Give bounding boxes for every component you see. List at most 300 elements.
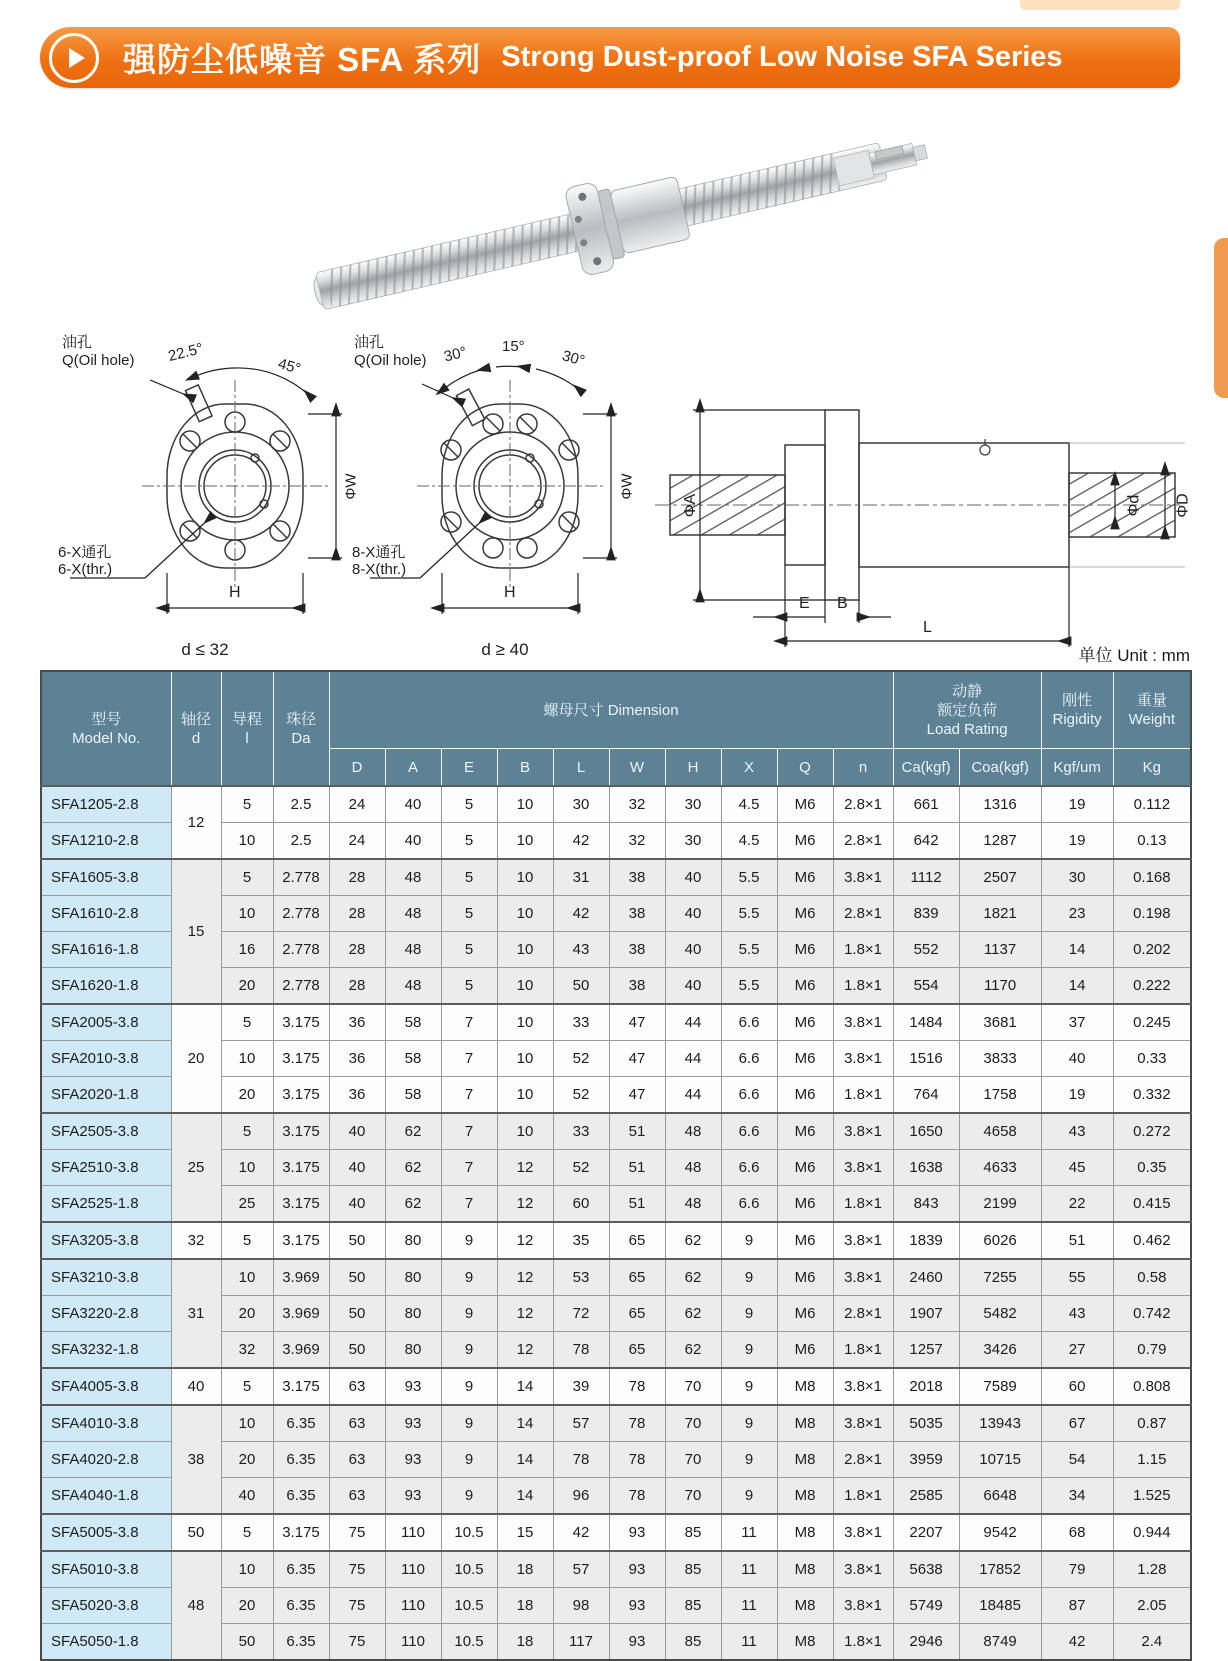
dimension-cell: 9 — [721, 1259, 777, 1296]
coa-load-cell: 4658 — [959, 1113, 1041, 1150]
dimension-cell: 3.8×1 — [833, 1588, 893, 1624]
dimension-cell: M6 — [777, 1186, 833, 1223]
dimension-cell: 2.8×1 — [833, 1296, 893, 1332]
ca-load-cell: 2946 — [893, 1624, 959, 1661]
dimension-cell: M8 — [777, 1405, 833, 1442]
shaft-diameter-cell: 40 — [171, 1368, 221, 1405]
phi-w-label: ΦW — [618, 473, 636, 500]
weight-cell: 0.462 — [1113, 1222, 1191, 1259]
phi-a-label: ΦA — [682, 493, 700, 518]
dimension-cell: 62 — [665, 1222, 721, 1259]
ball-diameter-cell: 2.778 — [273, 932, 329, 968]
lead-cell: 10 — [221, 1405, 273, 1442]
phi-d-big-label: ΦD — [1174, 493, 1192, 518]
model-cell: SFA2005-3.8 — [41, 1004, 171, 1041]
weight-cell: 0.79 — [1113, 1332, 1191, 1369]
page-title-en: Strong Dust-proof Low Noise SFA Series — [501, 41, 1063, 73]
dimension-cell: 80 — [385, 1222, 441, 1259]
table-row — [41, 859, 1191, 896]
dimension-cell: M6 — [777, 1259, 833, 1296]
ball-diameter-cell: 6.35 — [273, 1588, 329, 1624]
dimension-cell: 1.8×1 — [833, 968, 893, 1005]
dimension-cell: 48 — [385, 896, 441, 932]
l-dimension-label: L — [923, 619, 932, 636]
dimension-cell: 47 — [609, 1004, 665, 1041]
table-row — [41, 1259, 1191, 1296]
dimension-cell: 3.8×1 — [833, 859, 893, 896]
ca-load-cell: 661 — [893, 786, 959, 823]
dimension-cell: 9 — [721, 1332, 777, 1369]
lead-cell: 20 — [221, 1077, 273, 1114]
col-header-weight: 重量 Weight — [1113, 671, 1191, 749]
ca-load-cell: 5638 — [893, 1551, 959, 1588]
dimension-cell: M6 — [777, 859, 833, 896]
model-cell: SFA2020-1.8 — [41, 1077, 171, 1114]
coa-load-cell: 7255 — [959, 1259, 1041, 1296]
sub-header-E: E — [441, 749, 497, 787]
rigidity-cell: 55 — [1041, 1259, 1113, 1296]
dimension-cell: 10 — [497, 968, 553, 1005]
dimension-cell: 18 — [497, 1588, 553, 1624]
shaft-diameter-cell: 12 — [171, 786, 221, 859]
dimension-cell: 5 — [441, 786, 497, 823]
coa-load-cell: 4633 — [959, 1150, 1041, 1186]
dimension-cell: M8 — [777, 1588, 833, 1624]
ball-diameter-cell: 3.969 — [273, 1332, 329, 1369]
dimension-cell: 57 — [553, 1405, 609, 1442]
ball-diameter-cell: 3.175 — [273, 1186, 329, 1223]
dimension-cell: M6 — [777, 1150, 833, 1186]
dimension-cell: M6 — [777, 1004, 833, 1041]
lead-cell: 5 — [221, 1004, 273, 1041]
sub-header-X: X — [721, 749, 777, 787]
dimension-cell: 75 — [329, 1514, 385, 1551]
ball-diameter-cell: 6.35 — [273, 1478, 329, 1515]
model-cell: SFA2505-3.8 — [41, 1113, 171, 1150]
dimension-cell: 58 — [385, 1004, 441, 1041]
coa-load-cell: 18485 — [959, 1588, 1041, 1624]
ball-diameter-cell: 2.5 — [273, 823, 329, 860]
sub-header-H: H — [665, 749, 721, 787]
dimension-cell: M6 — [777, 1222, 833, 1259]
coa-load-cell: 6648 — [959, 1478, 1041, 1515]
weight-cell: 0.35 — [1113, 1150, 1191, 1186]
oil-hole-label-zh: 油孔 — [62, 334, 93, 351]
model-cell: SFA3210-3.8 — [41, 1259, 171, 1296]
dimension-cell: 38 — [609, 859, 665, 896]
table-row — [41, 1222, 1191, 1259]
dimension-cell: 53 — [553, 1259, 609, 1296]
weight-cell: 1.525 — [1113, 1478, 1191, 1515]
dimension-cell: 3.8×1 — [833, 1514, 893, 1551]
coa-load-cell: 1137 — [959, 932, 1041, 968]
dimension-cell: 1.8×1 — [833, 1624, 893, 1661]
ca-load-cell: 5035 — [893, 1405, 959, 1442]
dimension-cell: 50 — [329, 1222, 385, 1259]
ca-load-cell: 1516 — [893, 1041, 959, 1077]
lead-cell: 40 — [221, 1478, 273, 1515]
dimension-cell: 40 — [329, 1113, 385, 1150]
weight-cell: 0.222 — [1113, 968, 1191, 1005]
dimension-cell: 96 — [553, 1478, 609, 1515]
table-row — [41, 1514, 1191, 1551]
dimension-cell: 9 — [441, 1222, 497, 1259]
shaft-diameter-cell: 25 — [171, 1113, 221, 1222]
dimension-cell: 70 — [665, 1478, 721, 1515]
dimension-cell: M6 — [777, 1296, 833, 1332]
dimension-cell: M6 — [777, 1077, 833, 1114]
dimension-cell: 1.8×1 — [833, 1077, 893, 1114]
dimension-cell: 75 — [329, 1551, 385, 1588]
rigidity-cell: 30 — [1041, 859, 1113, 896]
dimension-cell: 65 — [609, 1332, 665, 1369]
dimension-cell: 2.8×1 — [833, 786, 893, 823]
ca-load-cell: 2585 — [893, 1478, 959, 1515]
dimension-cell: 38 — [609, 932, 665, 968]
dimension-cell: 2.8×1 — [833, 823, 893, 860]
shaft-diameter-cell: 20 — [171, 1004, 221, 1113]
rigidity-cell: 23 — [1041, 896, 1113, 932]
dimension-cell: 47 — [609, 1041, 665, 1077]
dimension-cell: 24 — [329, 823, 385, 860]
ball-diameter-cell: 6.35 — [273, 1624, 329, 1661]
dimension-cell: 3.8×1 — [833, 1222, 893, 1259]
dimension-cell: 5 — [441, 823, 497, 860]
ball-diameter-cell: 3.969 — [273, 1259, 329, 1296]
model-cell: SFA4020-2.8 — [41, 1442, 171, 1478]
ca-load-cell: 1112 — [893, 859, 959, 896]
dimension-cell: 11 — [721, 1624, 777, 1661]
ca-load-cell: 3959 — [893, 1442, 959, 1478]
ball-diameter-cell: 2.778 — [273, 859, 329, 896]
table-row — [41, 1368, 1191, 1405]
sub-header-B: B — [497, 749, 553, 787]
ca-load-cell: 843 — [893, 1186, 959, 1223]
dimension-cell: 2.8×1 — [833, 1442, 893, 1478]
weight-cell: 0.742 — [1113, 1296, 1191, 1332]
dimension-cell: 6.6 — [721, 1150, 777, 1186]
dimension-cell: 9 — [441, 1296, 497, 1332]
dimension-cell: 24 — [329, 786, 385, 823]
dimension-cell: 18 — [497, 1624, 553, 1661]
dimension-cell: 9 — [721, 1478, 777, 1515]
dimension-cell: 42 — [553, 896, 609, 932]
coa-load-cell: 1287 — [959, 823, 1041, 860]
dimension-cell: 6.6 — [721, 1186, 777, 1223]
rigidity-cell: 37 — [1041, 1004, 1113, 1041]
rigidity-cell: 19 — [1041, 1077, 1113, 1114]
model-cell: SFA2510-3.8 — [41, 1150, 171, 1186]
dimension-cell: 65 — [609, 1222, 665, 1259]
dimension-cell: M6 — [777, 823, 833, 860]
dimension-cell: 10 — [497, 896, 553, 932]
rigidity-cell: 19 — [1041, 823, 1113, 860]
col-header-load-rating: 动静 额定负荷 Load Rating — [893, 671, 1041, 749]
dimension-cell: 93 — [385, 1368, 441, 1405]
rigidity-cell: 87 — [1041, 1588, 1113, 1624]
dimension-cell: 60 — [553, 1186, 609, 1223]
dimension-cell: 62 — [665, 1332, 721, 1369]
coa-load-cell: 9542 — [959, 1514, 1041, 1551]
dimension-cell: 75 — [329, 1624, 385, 1661]
shaft-diameter-cell: 38 — [171, 1405, 221, 1514]
dimension-cell: 4.5 — [721, 823, 777, 860]
drawing-front-view-small — [50, 328, 360, 660]
dimension-cell: 80 — [385, 1332, 441, 1369]
ca-load-cell: 1484 — [893, 1004, 959, 1041]
dimension-cell: 48 — [385, 859, 441, 896]
spec-table — [40, 670, 1192, 1661]
dimension-cell: 40 — [665, 932, 721, 968]
model-cell: SFA1210-2.8 — [41, 823, 171, 860]
dimension-cell: 7 — [441, 1004, 497, 1041]
dimension-cell: 57 — [553, 1551, 609, 1588]
dimension-cell: 52 — [553, 1077, 609, 1114]
dimension-cell: 58 — [385, 1041, 441, 1077]
dimension-cell: 72 — [553, 1296, 609, 1332]
dimension-cell: 9 — [721, 1442, 777, 1478]
dimension-cell: 9 — [721, 1296, 777, 1332]
dimension-cell: 36 — [329, 1041, 385, 1077]
dimension-cell: 32 — [609, 786, 665, 823]
dimension-cell: 85 — [665, 1588, 721, 1624]
dimension-cell: 47 — [609, 1077, 665, 1114]
ca-load-cell: 1257 — [893, 1332, 959, 1369]
dimension-cell: 3.8×1 — [833, 1551, 893, 1588]
weight-cell: 0.87 — [1113, 1405, 1191, 1442]
dimension-cell: 31 — [553, 859, 609, 896]
dimension-cell: 48 — [385, 968, 441, 1005]
model-cell: SFA1616-1.8 — [41, 932, 171, 968]
coa-load-cell: 10715 — [959, 1442, 1041, 1478]
dimension-cell: 10 — [497, 1113, 553, 1150]
dimension-cell: 12 — [497, 1259, 553, 1296]
dimension-cell: 93 — [609, 1514, 665, 1551]
lead-cell: 5 — [221, 1514, 273, 1551]
dimension-cell: M8 — [777, 1551, 833, 1588]
drawing-front-view-large — [350, 328, 660, 660]
dimension-cell: 6.6 — [721, 1041, 777, 1077]
coa-load-cell: 3833 — [959, 1041, 1041, 1077]
dimension-cell: 11 — [721, 1551, 777, 1588]
dimension-cell: 33 — [553, 1113, 609, 1150]
col-header-ball-diameter: 珠径 Da — [273, 671, 329, 786]
lead-cell: 5 — [221, 786, 273, 823]
col-header-lead: 导程 l — [221, 671, 273, 786]
model-cell: SFA2525-1.8 — [41, 1186, 171, 1223]
dimension-cell: 6.6 — [721, 1077, 777, 1114]
dimension-cell: 36 — [329, 1004, 385, 1041]
lead-cell: 5 — [221, 1368, 273, 1405]
dimension-cell: M8 — [777, 1514, 833, 1551]
dimension-cell: 85 — [665, 1551, 721, 1588]
coa-load-cell: 5482 — [959, 1296, 1041, 1332]
dimension-cell: 30 — [665, 786, 721, 823]
weight-cell: 1.15 — [1113, 1442, 1191, 1478]
dimension-cell: M6 — [777, 968, 833, 1005]
dimension-cell: 62 — [385, 1186, 441, 1223]
dimension-cell: 3.8×1 — [833, 1041, 893, 1077]
model-cell: SFA1205-2.8 — [41, 786, 171, 823]
weight-cell: 0.332 — [1113, 1077, 1191, 1114]
sub-header-kgf-um: Kgf/um — [1041, 749, 1113, 787]
weight-cell: 1.28 — [1113, 1551, 1191, 1588]
lead-cell: 20 — [221, 968, 273, 1005]
dimension-cell: 44 — [665, 1004, 721, 1041]
dimension-cell: 2.8×1 — [833, 896, 893, 932]
dimension-cell: 9 — [721, 1222, 777, 1259]
weight-cell: 0.13 — [1113, 823, 1191, 860]
holes-label-en: 6-X(thr.) — [58, 561, 113, 578]
dimension-cell: 5 — [441, 932, 497, 968]
weight-cell: 2.05 — [1113, 1588, 1191, 1624]
dimension-cell: M6 — [777, 932, 833, 968]
dimension-cell: 5 — [441, 859, 497, 896]
header-banner — [40, 27, 1180, 88]
dimension-cell: 14 — [497, 1405, 553, 1442]
dimension-cell: 14 — [497, 1368, 553, 1405]
ball-diameter-cell: 3.175 — [273, 1222, 329, 1259]
dimension-cell: 51 — [609, 1150, 665, 1186]
dimension-cell: M6 — [777, 786, 833, 823]
coa-load-cell: 17852 — [959, 1551, 1041, 1588]
rigidity-cell: 45 — [1041, 1150, 1113, 1186]
dimension-cell: 48 — [665, 1150, 721, 1186]
lead-cell: 50 — [221, 1624, 273, 1661]
dimension-cell: 28 — [329, 859, 385, 896]
rigidity-cell: 19 — [1041, 786, 1113, 823]
ball-diameter-cell: 3.175 — [273, 1514, 329, 1551]
ball-diameter-cell: 3.175 — [273, 1113, 329, 1150]
coa-load-cell: 1170 — [959, 968, 1041, 1005]
dimension-cell: 1.8×1 — [833, 1186, 893, 1223]
dimension-cell: 110 — [385, 1514, 441, 1551]
ball-diameter-cell: 6.35 — [273, 1405, 329, 1442]
dimension-cell: 36 — [329, 1077, 385, 1114]
dimension-cell: 39 — [553, 1368, 609, 1405]
sub-header-kg: Kg — [1113, 749, 1191, 787]
dimension-cell: 93 — [385, 1478, 441, 1515]
dimension-cell: 52 — [553, 1150, 609, 1186]
dimension-cell: 12 — [497, 1186, 553, 1223]
dimension-cell: 62 — [385, 1113, 441, 1150]
dimension-cell: 110 — [385, 1588, 441, 1624]
ca-load-cell: 2018 — [893, 1368, 959, 1405]
ca-load-cell: 1839 — [893, 1222, 959, 1259]
ca-load-cell: 764 — [893, 1077, 959, 1114]
dimension-cell: 7 — [441, 1077, 497, 1114]
play-arrow-icon — [49, 33, 99, 83]
dimension-cell: 78 — [609, 1442, 665, 1478]
phi-d-small-label: Φd — [1125, 494, 1143, 517]
lead-cell: 20 — [221, 1588, 273, 1624]
coa-load-cell: 3426 — [959, 1332, 1041, 1369]
rigidity-cell: 60 — [1041, 1368, 1113, 1405]
model-cell: SFA5020-3.8 — [41, 1588, 171, 1624]
weight-cell: 0.112 — [1113, 786, 1191, 823]
rigidity-cell: 27 — [1041, 1332, 1113, 1369]
dimension-cell: 6.6 — [721, 1004, 777, 1041]
dimension-cell: 9 — [441, 1442, 497, 1478]
ball-diameter-cell: 3.175 — [273, 1368, 329, 1405]
model-cell: SFA4040-1.8 — [41, 1478, 171, 1515]
dimension-cell: 5.5 — [721, 968, 777, 1005]
lead-cell: 10 — [221, 823, 273, 860]
ball-diameter-cell: 3.175 — [273, 1150, 329, 1186]
holes-label-en: 8-X(thr.) — [352, 561, 407, 578]
rigidity-cell: 22 — [1041, 1186, 1113, 1223]
dimension-cell: 38 — [609, 896, 665, 932]
holes-label-zh: 8-X通孔 — [352, 544, 406, 561]
dimension-cell: 30 — [665, 823, 721, 860]
caption-d-ge-40: d ≥ 40 — [481, 640, 529, 659]
lead-cell: 20 — [221, 1442, 273, 1478]
oil-hole-label-en: Q(Oil hole) — [354, 352, 427, 369]
dimension-cell: 63 — [329, 1405, 385, 1442]
dimension-cell: 38 — [609, 968, 665, 1005]
rigidity-cell: 54 — [1041, 1442, 1113, 1478]
dimension-cell: 42 — [553, 823, 609, 860]
rigidity-cell: 14 — [1041, 932, 1113, 968]
weight-cell: 0.808 — [1113, 1368, 1191, 1405]
weight-cell: 0.58 — [1113, 1259, 1191, 1296]
dimension-cell: 11 — [721, 1514, 777, 1551]
sub-header-W: W — [609, 749, 665, 787]
drawing-side-view — [645, 355, 1190, 660]
rigidity-cell: 14 — [1041, 968, 1113, 1005]
dimension-cell: 80 — [385, 1259, 441, 1296]
dimension-cell: 4.5 — [721, 786, 777, 823]
dimension-cell: 62 — [385, 1150, 441, 1186]
rigidity-cell: 68 — [1041, 1514, 1113, 1551]
model-cell: SFA4005-3.8 — [41, 1368, 171, 1405]
dimension-cell: 5.5 — [721, 932, 777, 968]
dimension-cell: 110 — [385, 1624, 441, 1661]
dimension-cell: 5.5 — [721, 859, 777, 896]
ca-load-cell: 552 — [893, 932, 959, 968]
rigidity-cell: 51 — [1041, 1222, 1113, 1259]
model-cell: SFA1620-1.8 — [41, 968, 171, 1005]
dimension-cell: 1.8×1 — [833, 1332, 893, 1369]
dimension-cell: 10 — [497, 1041, 553, 1077]
sub-header-L: L — [553, 749, 609, 787]
lead-cell: 32 — [221, 1332, 273, 1369]
model-cell: SFA1605-3.8 — [41, 859, 171, 896]
weight-cell: 0.415 — [1113, 1186, 1191, 1223]
oil-hole-label-zh: 油孔 — [354, 334, 385, 351]
coa-load-cell: 1758 — [959, 1077, 1041, 1114]
dimension-cell: 12 — [497, 1332, 553, 1369]
dimension-cell: 40 — [385, 823, 441, 860]
dimension-cell: 117 — [553, 1624, 609, 1661]
dimension-cell: M6 — [777, 1113, 833, 1150]
dimension-cell: 78 — [609, 1368, 665, 1405]
dimension-cell: 48 — [385, 932, 441, 968]
dimension-cell: 50 — [329, 1296, 385, 1332]
dimension-cell: 50 — [329, 1332, 385, 1369]
dimension-cell: 9 — [721, 1368, 777, 1405]
dimension-cell: 7 — [441, 1113, 497, 1150]
model-cell: SFA4010-3.8 — [41, 1405, 171, 1442]
weight-cell: 0.202 — [1113, 932, 1191, 968]
shaft-diameter-cell: 32 — [171, 1222, 221, 1259]
dimension-cell: 65 — [609, 1296, 665, 1332]
ball-diameter-cell: 2.778 — [273, 896, 329, 932]
dimension-cell: 48 — [665, 1186, 721, 1223]
lead-cell: 5 — [221, 1222, 273, 1259]
dimension-cell: 9 — [441, 1478, 497, 1515]
table-row — [41, 1551, 1191, 1588]
